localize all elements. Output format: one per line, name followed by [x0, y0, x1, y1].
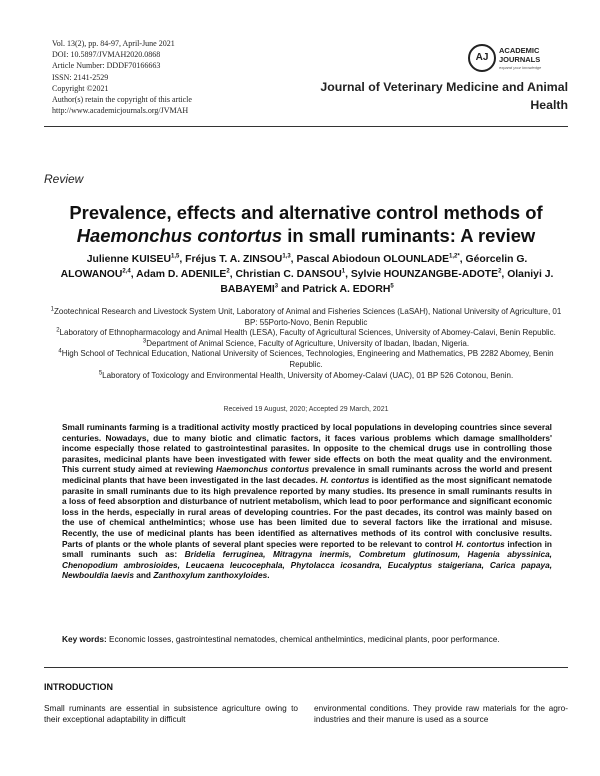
author-affiliation-marker: 1,3 [282, 253, 291, 260]
author-name: Pascal Abiodoun OLOUNLADE [296, 254, 450, 265]
author-list [52, 252, 562, 297]
journal-url: http://www.academicjournals.org/JVMAH [52, 106, 189, 116]
abstract [62, 422, 552, 581]
author-affiliation-marker: 1,5 [171, 253, 180, 260]
introduction-heading: INTRODUCTION [44, 682, 113, 692]
logo-line-2: JOURNALS [499, 54, 541, 64]
academic-journals-logo [468, 44, 558, 74]
affiliation-number: 2 [56, 327, 60, 334]
author-name: Sylvie HOUNZANGBE-ADOTE [350, 269, 499, 280]
author-affiliation-marker: 1 [341, 268, 346, 275]
author-affiliation-marker: 3 [274, 283, 279, 290]
logo-mark: AJ [468, 44, 496, 72]
affiliation-text: Zootechnical Research and Livestock System Unit, Laboratory of Animal and Fisheries Sciences (LaSAH), National University of Agriculture, 01 BP: 55Porto-Novo, Benin Republic [53, 307, 562, 327]
article-metadata [52, 38, 192, 116]
affiliation [44, 371, 568, 382]
affiliation-number: 3 [142, 338, 147, 345]
author-affiliation-marker: 2 [498, 268, 502, 275]
affiliation-number: 1 [50, 306, 54, 313]
affiliation-text: Laboratory of Toxicology and Environmental Health, University of Abomey-Calavi (UAC), 01 BP 526 Cotonou, Benin. [102, 370, 514, 380]
affiliation [44, 328, 568, 339]
author [235, 269, 350, 280]
logo-wordmark [499, 47, 540, 64]
author-name: Fréjus T. A. ZINSOU [185, 254, 283, 265]
intro-right-column: environmental conditions. They provide raw materials for the agro-industries and their manure is used as a source [314, 703, 568, 724]
affiliation-number: 4 [58, 348, 62, 355]
author-affiliation-marker: 5 [390, 283, 394, 290]
author [185, 254, 296, 265]
received-accepted-dates: Received 19 August, 2020; Accepted 29 March, 2021 [223, 406, 389, 413]
author-separator: , [130, 269, 137, 280]
affiliation-number: 5 [98, 369, 103, 376]
affiliation-text: High School of Technical Education, National University of Sciences, Technologies, Engineering and Mathematics, PB 2282 Abomey, Benin Republic. [61, 349, 554, 369]
article-title [44, 201, 568, 247]
volume-info: Vol. 13(2), pp. 84-97, April-June 2021 [52, 39, 175, 48]
affiliation-text: Laboratory of Ethnopharmacology and Animal Health (LESA), Faculty of Agricultural Sciences, University of Abomey-Calavi, Benin Republic. [59, 328, 556, 338]
affiliation [44, 307, 568, 328]
logo-line-1: ACADEMIC [499, 46, 540, 55]
title-part-1: Prevalence, effects and alternative control methods of [69, 202, 543, 223]
author-name: Adam D. ADENILE [136, 269, 227, 280]
affiliation-text: Department of Animal Science, Faculty of Agriculture, University of Ibadan, Ibadan, Nigeria. [146, 338, 470, 348]
affiliation [44, 339, 568, 350]
author-affiliation-marker: 2 [226, 268, 230, 275]
header-divider [44, 126, 568, 127]
title-species: Haemonchus contortus [76, 225, 283, 246]
article-type: Review [44, 172, 84, 186]
keywords-text: Economic losses, gastrointestinal nematodes, chemical anthelmintics, medicinal plants, poor performance. [106, 634, 500, 644]
abstract-divider [44, 667, 568, 668]
author-name: Olaniyi J. BABAYEMI [220, 269, 554, 295]
keywords-label: Key words: [62, 634, 107, 644]
author-separator: , [345, 269, 351, 280]
journal-name: Journal of Veterinary Medicine and Animal Health [320, 80, 568, 112]
author-separator: , [179, 254, 186, 265]
author-separator: and [278, 284, 303, 295]
keywords [62, 634, 552, 645]
author-name: Christian C. DANSOU [235, 269, 342, 280]
author [296, 254, 465, 265]
intro-left-column: Small ruminants are essential in subsistence agriculture owing to their exceptional adaptability in difficult [44, 703, 298, 724]
author [136, 269, 235, 280]
affiliation [44, 349, 568, 370]
author-separator: , [229, 269, 236, 280]
logo-tagline: expand your knowledge [499, 65, 542, 70]
author-affiliation-marker: 2,4 [122, 268, 131, 275]
issn: ISSN: 2141-2529 [52, 72, 109, 82]
title-part-2: in small ruminants: A review [282, 225, 536, 246]
author [302, 284, 393, 295]
author [87, 254, 185, 265]
author-separator: , [501, 269, 508, 280]
author-affiliation-marker: 1,2* [449, 253, 460, 260]
author-name: Julienne KUISEU [86, 254, 171, 265]
article-number: Article Number: DDDF70166663 [52, 61, 161, 71]
copyright: Copyright ©2021 [52, 83, 109, 93]
doi: DOI: 10.5897/JVMAH2020.0868 [52, 50, 161, 60]
author [351, 269, 507, 280]
author-separator: , [459, 254, 466, 265]
abstract-text: Small ruminants farming is a traditional activity mostly practiced by local populations in developing countries since several centuries. Nowadays, due to many biotic and climatic factors, it faces various problems which damage smallholders' income especially those related to gastrointestinal parasites. In opposite to the chemical drugs use in controlling those parasites, medicinal plants have been investigated with fewer side effects on both the meat quality and the environment. This current study aimed at reviewing Haemonchus contortus prevalence in small ruminants across the world and present medicinal plants that have been investigated in the last decades. H. contortus is identified as the most significant nematode parasite in small ruminants due to its high prevalence reported by many studies. Its presence in small ruminants results in a loss of feed absorption and disturbance of nutrient metabolism, which lead to poor performance and significant economic loss in the herds, especially in rural areas of developing countries. For the past decades, its control was mainly based on the use of chemical anthelmintics; whose use has been limited due to several factors like the irrational and misuse. Recently, the use of medicinal plants has been identified as alternatives methods of its control with conclusive results. Parts of plants or the whole plants of several plant species were reported to be relevant to control H. contortus infection in small ruminants such as: Bridelia ferruginea, Mitragyna inermis, Combretum glutinosum, Hagenia abyssinica, Chenopodium ambrosioides, Leucaena leucocephala, Phytolacca icosandra, Eucalyptus staigeriana, Carica papaya, Newbouldia laevis and Zanthoxylum zanthoxyloides. [62, 422, 553, 581]
author-name: Patrick A. EDORH [302, 284, 391, 295]
author-name: Géorcelin G. ALOWANOU [60, 254, 528, 280]
rights-notice: Author(s) retain the copyright of this article [52, 95, 192, 105]
author-separator: , [290, 254, 297, 265]
affiliation-list [44, 307, 568, 381]
